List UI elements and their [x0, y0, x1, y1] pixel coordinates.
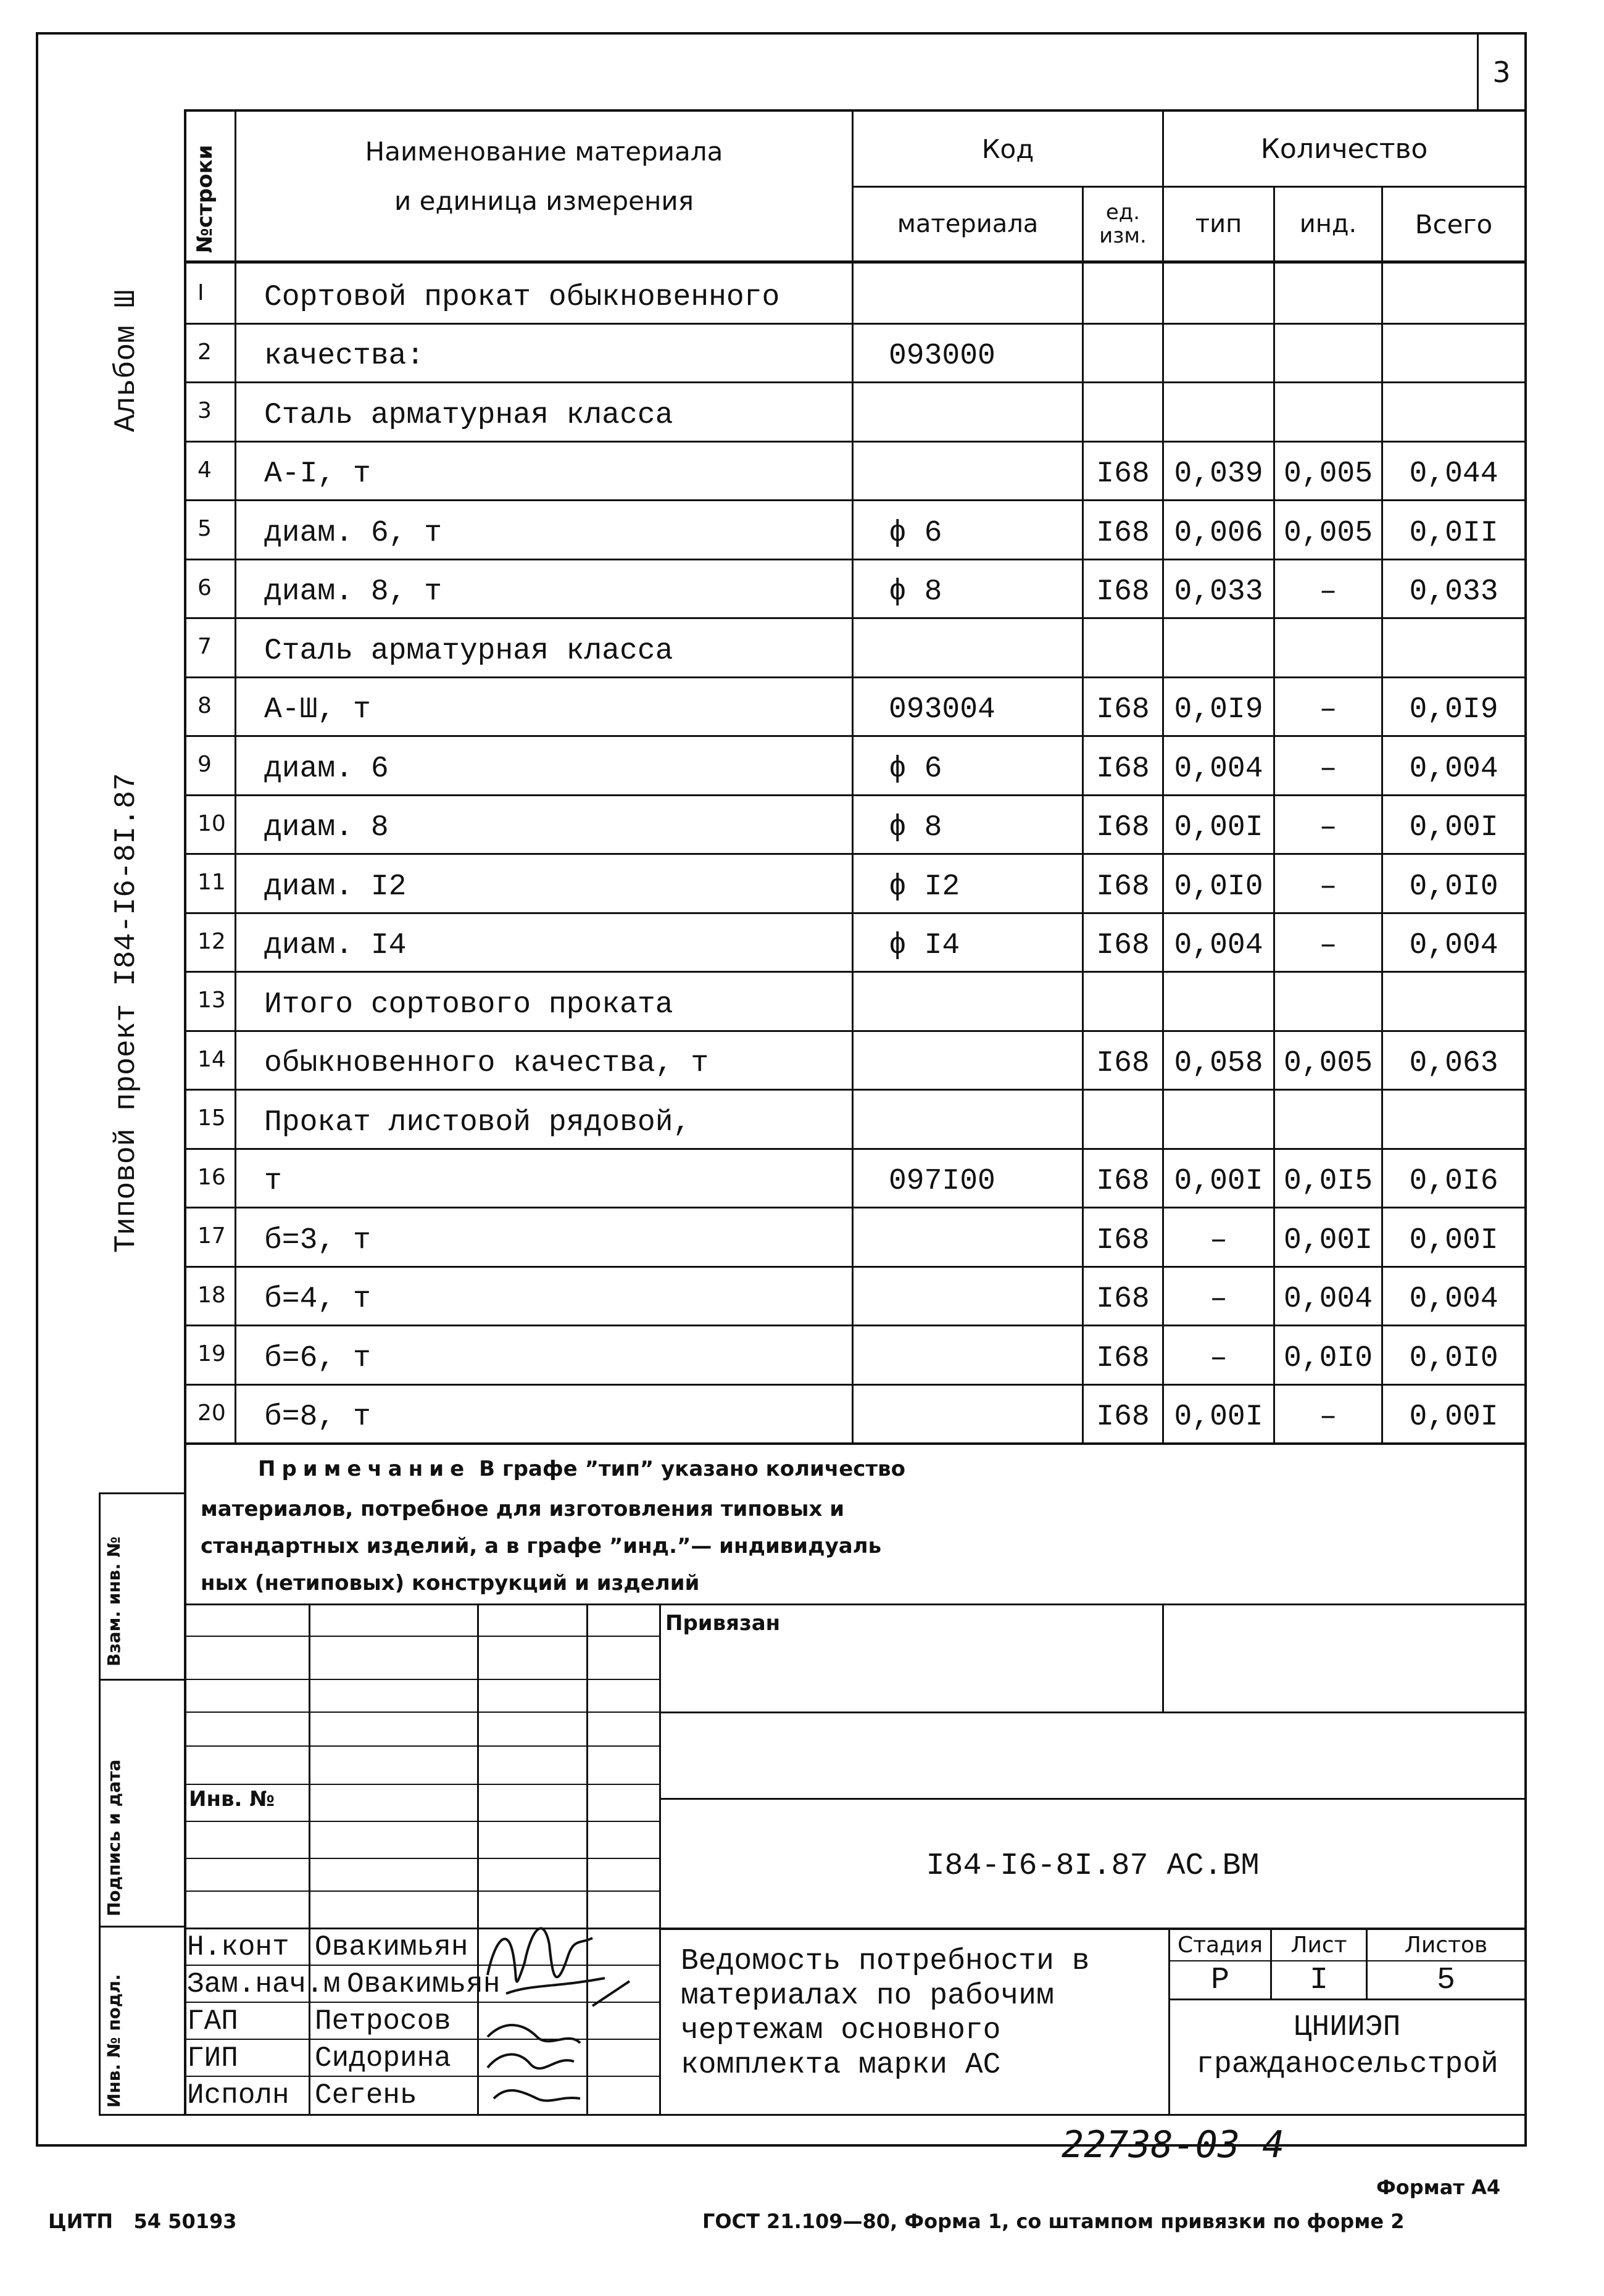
- qty-total: 0,004: [1409, 1283, 1498, 1316]
- qty-total: 0,00I: [1409, 811, 1498, 844]
- sheet-title-line: материалах по рабочим: [681, 1979, 1054, 2013]
- material-name: диам. 8, т: [264, 575, 443, 609]
- header-code: Код: [981, 133, 1034, 164]
- inv-podl-label: Инв. № подл.: [104, 1974, 124, 2108]
- unit-code: I68: [1096, 929, 1150, 962]
- qty-type: 0,033: [1174, 575, 1263, 609]
- sheet-title: [681, 1944, 1090, 2082]
- unit-code: I68: [1096, 870, 1150, 904]
- unit-code: I68: [1096, 516, 1150, 550]
- note-line2: материалов, потребное для изготовления типовых и: [201, 1497, 845, 1521]
- album-label: Альбом Ш: [110, 289, 143, 432]
- qty-total: 0,00I: [1409, 1223, 1498, 1257]
- material-name: Прокат листовой рядовой,: [264, 1105, 691, 1139]
- privyazan-label: Привязан: [665, 1611, 781, 1636]
- qty-total: 0,00I: [1409, 1400, 1498, 1434]
- unit-code: I68: [1096, 752, 1150, 786]
- qty-ind: 0,005: [1283, 457, 1373, 491]
- material-code: 097I00: [889, 1165, 995, 1198]
- qty-ind: 0,004: [1283, 1283, 1373, 1316]
- document-code: I84-I6-8I.87 AC.BM: [926, 1848, 1260, 1884]
- unit-code: I68: [1096, 1283, 1150, 1316]
- unit-code: [1084, 971, 1162, 1030]
- qty-type: 0,039: [1174, 457, 1263, 491]
- material-name: т: [264, 1165, 282, 1198]
- qty-type: [1164, 617, 1273, 676]
- unit-code: [1084, 381, 1162, 441]
- footer-left: ЦИТП 54 50193: [48, 2210, 237, 2233]
- qty-type: [1164, 971, 1273, 1030]
- material-code: [854, 381, 1082, 441]
- row-number: 9: [197, 752, 212, 778]
- qty-total: 0,063: [1409, 1047, 1498, 1080]
- material-name: Сортовой прокат обыкновенного: [264, 280, 780, 314]
- qty-type: –: [1210, 1283, 1228, 1316]
- material-code: [854, 1089, 1082, 1148]
- qty-type: 0,0I0: [1174, 870, 1263, 904]
- row-number: 5: [197, 516, 212, 542]
- signature-role: Зам.нач.м: [187, 1968, 341, 2000]
- row-number: 16: [197, 1164, 226, 1190]
- qty-ind: [1275, 381, 1381, 441]
- qty-total: 0,0I0: [1409, 1341, 1498, 1375]
- qty-type: [1164, 323, 1273, 382]
- note-line3: стандартных изделий, а в графе ”инд.”— индивидуаль: [201, 1534, 882, 1558]
- org-line2: гражданосельстрой: [1196, 2048, 1498, 2081]
- material-name: Сталь арматурная класса: [264, 634, 673, 668]
- header-code-material: материала: [897, 210, 1039, 238]
- signature-role: Исполн: [187, 2079, 289, 2111]
- row-number: I: [197, 280, 204, 306]
- row-number: 18: [197, 1282, 226, 1308]
- unit-code: [1084, 264, 1162, 323]
- qty-total: [1383, 1089, 1524, 1148]
- header-qty-type: тип: [1195, 210, 1242, 238]
- qty-ind: 0,0I0: [1283, 1341, 1373, 1375]
- material-name: A-I, т: [264, 457, 371, 491]
- material-code: ϕ I4: [889, 929, 960, 962]
- row-number: 20: [197, 1400, 226, 1426]
- qty-ind: –: [1319, 1400, 1337, 1434]
- material-code: 093000: [889, 339, 995, 373]
- qty-ind: [1275, 1089, 1381, 1148]
- note-line1-text: В графе ”тип” указано количество: [479, 1457, 905, 1481]
- qty-ind: [1275, 323, 1381, 382]
- row-number: 10: [197, 810, 226, 836]
- qty-total: 0,033: [1409, 575, 1498, 609]
- material-code: ϕ I2: [889, 870, 960, 904]
- row-number: 2: [197, 339, 212, 365]
- unit-code: I68: [1096, 693, 1150, 726]
- qty-ind: –: [1319, 575, 1337, 609]
- note-line1: [258, 1457, 905, 1481]
- podpis-data-label: Подпись и дата: [104, 1759, 124, 1916]
- sheet-value: I: [1309, 1962, 1328, 1998]
- signature-person: Сегень: [315, 2079, 417, 2111]
- unit-code: I68: [1096, 1047, 1150, 1080]
- qty-type: [1164, 381, 1273, 441]
- sheet-title-line: Ведомость потребности в: [681, 1945, 1090, 1978]
- qty-type: [1164, 264, 1273, 323]
- signature-role: ГАП: [187, 2005, 238, 2037]
- material-code: ϕ 6: [889, 752, 942, 786]
- qty-type: [1164, 1089, 1273, 1148]
- header-qty-total: Всего: [1415, 209, 1493, 239]
- material-code: [854, 1325, 1082, 1384]
- signature-role: ГИП: [187, 2042, 238, 2074]
- sheet-label: Лист: [1290, 1932, 1347, 1958]
- material-name: диам. I2: [264, 870, 407, 904]
- row-number: 11: [197, 870, 226, 896]
- material-code: [854, 971, 1082, 1030]
- unit-code: I68: [1096, 1341, 1150, 1375]
- row-number: 19: [197, 1341, 226, 1367]
- row-number: 7: [197, 634, 212, 660]
- qty-total: 0,0II: [1409, 516, 1498, 550]
- material-code: ϕ 8: [889, 575, 942, 609]
- material-code: 093004: [889, 693, 995, 726]
- qty-total: [1383, 323, 1524, 382]
- material-code: [854, 264, 1082, 323]
- unit-code: I68: [1096, 1400, 1150, 1434]
- header-row-no: №строки: [193, 144, 217, 253]
- inv-no-label: Инв. №: [189, 1787, 275, 1811]
- qty-type: 0,00I: [1174, 1400, 1263, 1434]
- signature-person: Овакимьян: [347, 1968, 501, 2000]
- qty-ind: 0,00I: [1283, 1223, 1373, 1257]
- qty-type: 0,0I9: [1174, 693, 1263, 726]
- qty-type: –: [1210, 1223, 1228, 1257]
- qty-ind: –: [1319, 870, 1337, 904]
- sheets-value: 5: [1436, 1962, 1455, 1998]
- project-label: Типовой проект I84-I6-8I.87: [110, 773, 143, 1253]
- material-code: [854, 441, 1082, 500]
- page-number: 3: [1492, 55, 1511, 89]
- qty-type: 0,004: [1174, 752, 1263, 786]
- row-number: 8: [197, 693, 212, 718]
- material-name: б=8, т: [264, 1400, 371, 1434]
- note-prefix: Примечание: [258, 1457, 471, 1481]
- org-line1: ЦНИИЭП: [1294, 2011, 1401, 2044]
- material-name: б=4, т: [264, 1283, 371, 1316]
- stage-label: Стадия: [1177, 1932, 1263, 1958]
- unit-code: I68: [1096, 575, 1150, 609]
- qty-total: 0,0I9: [1409, 693, 1498, 726]
- header-name-line1: Наименование материала: [365, 136, 723, 167]
- qty-ind: 0,005: [1283, 1047, 1373, 1080]
- material-name: A-Ш, т: [264, 693, 371, 726]
- header-qty-ind: инд.: [1299, 210, 1357, 238]
- qty-type: 0,00I: [1174, 1165, 1263, 1198]
- qty-ind: [1275, 617, 1381, 676]
- sheets-label: Листов: [1404, 1932, 1488, 1958]
- material-code: [854, 1384, 1082, 1443]
- signature-person: Овакимьян: [315, 1931, 468, 1963]
- header-quantity: Количество: [1260, 133, 1428, 165]
- qty-ind: –: [1319, 752, 1337, 786]
- material-name: Итого сортового проката: [264, 988, 673, 1021]
- unit-code: I68: [1096, 1165, 1150, 1198]
- material-code: [854, 1030, 1082, 1089]
- row-number: 17: [197, 1223, 226, 1249]
- handwritten-number: 22738-03 4: [1062, 2123, 1285, 2166]
- unit-code: [1084, 1089, 1162, 1148]
- footer-right: ГОСТ 21.109—80, Форма 1, со штампом привязки по форме 2: [702, 2210, 1405, 2233]
- material-code: [854, 1207, 1082, 1266]
- qty-total: 0,0I6: [1409, 1165, 1498, 1198]
- material-name: Сталь арматурная класса: [264, 398, 673, 432]
- sheet-title-line: комплекта марки АС: [681, 2049, 1001, 2082]
- unit-code: I68: [1096, 811, 1150, 844]
- unit-code: [1084, 323, 1162, 382]
- qty-type: 0,058: [1174, 1047, 1263, 1080]
- qty-type: –: [1210, 1341, 1228, 1375]
- qty-ind: 0,0I5: [1283, 1165, 1373, 1198]
- note-line4: ных (нетиповых) конструкций и изделий: [201, 1571, 700, 1595]
- format-label: Формат А4: [1376, 2176, 1501, 2199]
- qty-total: 0,004: [1409, 752, 1498, 786]
- qty-total: [1383, 617, 1524, 676]
- qty-total: 0,044: [1409, 457, 1498, 491]
- qty-ind: [1275, 971, 1381, 1030]
- qty-ind: –: [1319, 811, 1337, 844]
- row-number: 13: [197, 988, 226, 1013]
- qty-ind: –: [1319, 929, 1337, 962]
- material-name: б=6, т: [264, 1341, 371, 1375]
- row-number: 15: [197, 1105, 226, 1131]
- header-code-unit: ед. изм.: [1099, 200, 1147, 248]
- material-code: [854, 1266, 1082, 1325]
- unit-code: I68: [1096, 1223, 1150, 1257]
- row-number: 3: [197, 398, 212, 424]
- material-code: ϕ 8: [889, 811, 942, 844]
- signature-person: Петросов: [315, 2005, 451, 2037]
- material-name: диам. 6: [264, 752, 389, 786]
- row-number: 14: [197, 1046, 226, 1072]
- row-number: 12: [197, 928, 226, 954]
- row-number: 4: [197, 457, 212, 483]
- qty-total: 0,004: [1409, 929, 1498, 962]
- material-name: б=3, т: [264, 1223, 371, 1257]
- qty-ind: –: [1319, 693, 1337, 726]
- header-name-line2: и единица измерения: [394, 185, 694, 216]
- unit-code: [1084, 617, 1162, 676]
- material-name: диам. 8: [264, 811, 389, 844]
- material-code: [854, 617, 1082, 676]
- qty-ind: [1275, 264, 1381, 323]
- vzam-inv-label: Взам. инв. №: [104, 1536, 124, 1666]
- qty-total: [1383, 381, 1524, 441]
- material-name: качества:: [264, 339, 425, 373]
- stage-value: Р: [1210, 1962, 1229, 1998]
- qty-type: 0,00I: [1174, 811, 1263, 844]
- signature-person: Сидорина: [315, 2042, 451, 2074]
- qty-type: 0,006: [1174, 516, 1263, 550]
- material-name: диам. 6, т: [264, 516, 443, 550]
- material-name: обыкновенного качества, т: [264, 1047, 709, 1080]
- unit-code: I68: [1096, 457, 1150, 491]
- signature-role: Н.конт: [187, 1931, 289, 1963]
- qty-total: [1383, 264, 1524, 323]
- qty-ind: 0,005: [1283, 516, 1373, 550]
- material-code: ϕ 6: [889, 516, 942, 550]
- qty-total: [1383, 971, 1524, 1030]
- material-name: диам. I4: [264, 929, 407, 962]
- row-number: 6: [197, 575, 212, 601]
- qty-total: 0,0I0: [1409, 870, 1498, 904]
- sheet-title-line: чертежам основного: [681, 2014, 1001, 2047]
- qty-type: 0,004: [1174, 929, 1263, 962]
